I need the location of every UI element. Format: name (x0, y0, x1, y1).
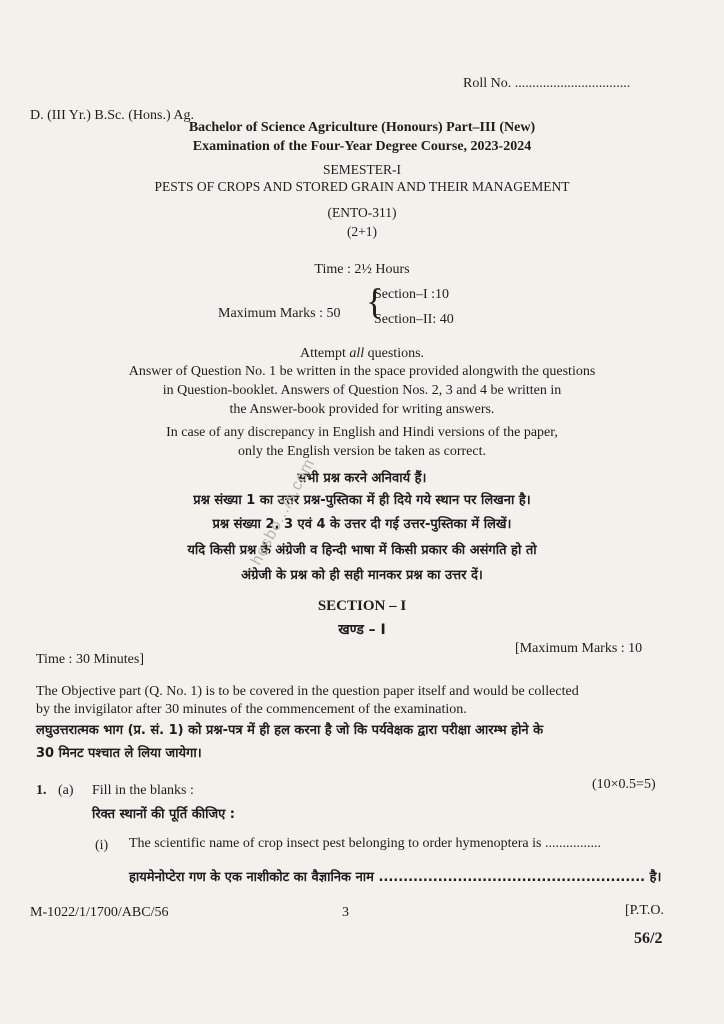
question-title-hi: रिक्त स्थानों की पूर्ति कीजिए : (92, 807, 236, 822)
instruction-hi-5: अंग्रेजी के प्रश्न को ही सही मानकर प्रश्न का उत्तर दें। (241, 568, 483, 583)
watermark: hesbo.../s.com (248, 455, 319, 568)
brace: { (366, 281, 384, 321)
objective-note-hi-1: लघुउत्तरात्मक भाग (प्र. सं. 1) को प्रश्न-पत्र में ही हल करना है जो कि पर्यवेक्षक द्वारा परीक्षा आरम्भ होने के (36, 723, 544, 738)
credits: (2+1) (346, 224, 378, 239)
objective-note-en-2: by the invigilator after 30 minutes of the commencement of the examination. (36, 702, 467, 717)
item-text-en: The scientific name of crop insect pest belonging to order hymenoptera is ................ (129, 836, 601, 851)
pto: [P.T.O. (625, 903, 665, 918)
subject-title: PESTS OF CROPS AND STORED GRAIN AND THEIR MANAGEMENT (154, 179, 570, 194)
section1-marks: Section–I :10 (374, 287, 450, 302)
instruction-hi-1: सभी प्रश्न करने अनिवार्य हैं। (297, 471, 427, 486)
question-marks: (10×0.5=5) (592, 777, 656, 792)
duration: Time : 2½ Hours (314, 262, 410, 277)
section-time: Time : 30 Minutes] (36, 652, 144, 667)
section-title-hi: खण्ड – I (338, 622, 386, 638)
objective-note-en-1: The Objective part (Q. No. 1) is to be covered in the question paper itself and would be collected (36, 684, 579, 699)
degree-title: Bachelor of Science Agriculture (Honours) Part–III (New) (188, 120, 536, 135)
instruction-en-3: in Question-booklet. Answers of Question Nos. 2, 3 and 4 be written in (162, 383, 562, 398)
instruction-en-2: Answer of Question No. 1 be written in the space provided alongwith the questions (128, 364, 596, 379)
section-max-marks: [Maximum Marks : 10 (515, 641, 643, 656)
semester: SEMESTER-I (322, 162, 401, 177)
instruction-hi-4: यदि किसी प्रश्न के अंग्रेजी व हिन्दी भाषा में किसी प्रकार की असंगति हो तो (187, 543, 537, 558)
roll-no: Roll No. ................................. (463, 76, 631, 91)
instruction-en-6: only the English version be taken as correct. (237, 444, 487, 459)
sheet-number: 56/2 (634, 930, 663, 947)
question-number: 1. (36, 783, 47, 798)
instruction-hi-2: प्रश्न संख्या 1 का उत्तर प्रश्न-पुस्तिका में ही दिये गये स्थान पर लिखना है। (193, 493, 531, 508)
course-code: D. (III Yr.) B.Sc. (Hons.) Ag. (30, 108, 194, 123)
item-text-hi: हायमेनोप्टेरा गण के एक नाशीकोट का वैज्ञानिक नाम ...................................................... है। (129, 870, 662, 885)
section-title-en: SECTION – I (317, 598, 407, 614)
max-marks-label: Maximum Marks : 50 (218, 306, 341, 321)
instruction-en-1: Attempt all questions. (299, 346, 425, 361)
item-number: (i) (95, 838, 109, 853)
instruction-hi-3: प्रश्न संख्या 2, 3 एवं 4 के उत्तर दी गई उत्तर-पुस्तिका में लिखें। (212, 517, 512, 532)
question-part: (a) (58, 783, 74, 798)
paper-code-footer: M-1022/1/1700/ABC/56 (30, 905, 169, 920)
question-title-en: Fill in the blanks : (92, 783, 194, 798)
section2-marks: Section–II: 40 (374, 312, 454, 327)
page-number: 3 (342, 905, 349, 920)
instruction-en-5: In case of any discrepancy in English and Hindi versions of the paper, (166, 425, 558, 440)
exam-title: Examination of the Four-Year Degree Course, 2023-2024 (192, 139, 532, 154)
paper-code: (ENTO-311) (327, 205, 397, 220)
instruction-en-4: the Answer-book provided for writing answers. (229, 402, 495, 417)
objective-note-hi-2: 30 मिनट पश्चात ले लिया जायेगा। (36, 746, 202, 761)
